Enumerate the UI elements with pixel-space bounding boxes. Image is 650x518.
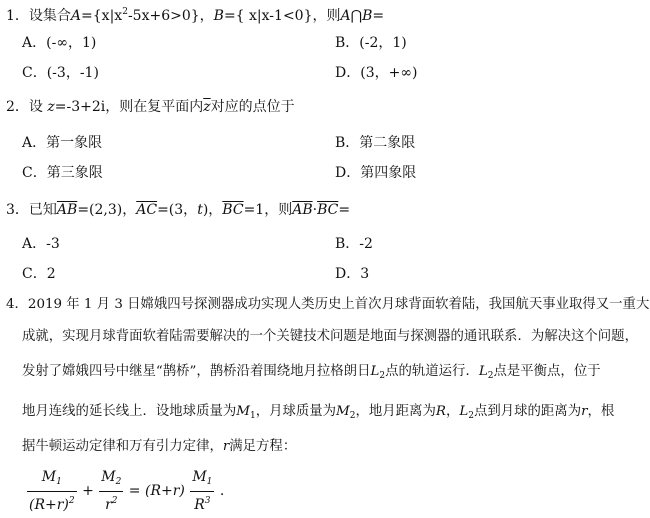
question-3-stem (6, 200, 350, 220)
set-b-def: ={ x|x-1<0}，则 (223, 8, 341, 24)
exponent: 2 (111, 496, 118, 506)
numerator (27, 468, 77, 492)
q3-option-a[interactable] (22, 234, 60, 254)
answer-set-a: A (340, 8, 351, 24)
denominator-text: R (194, 497, 205, 513)
q1-option-d[interactable] (335, 63, 417, 83)
question-2-stem (6, 97, 295, 117)
paragraph-text: 据牛顿运动定律和万有引力定律， (22, 439, 223, 454)
denominator-text: (R+r) (29, 497, 69, 513)
option-label: B． (335, 135, 360, 151)
numerator-m: M (101, 469, 116, 485)
q2-option-c[interactable] (22, 163, 103, 183)
variable-r: r (581, 404, 588, 419)
question-number: 2． (6, 99, 29, 115)
set-a-name: A (70, 8, 82, 24)
numerator (99, 468, 123, 492)
question-number: 3． (6, 202, 29, 218)
stem-text: 已知 (28, 202, 57, 218)
option-label: D． (335, 65, 361, 81)
variable-z: z (47, 99, 55, 115)
conjugate-z: $\overline{z}$ (203, 99, 211, 115)
variable-r-upper: R (435, 404, 446, 419)
option-text: (3，+∞) (360, 65, 418, 81)
option-label: C． (22, 266, 47, 282)
equation (26, 468, 646, 514)
question-4-line-5 (22, 437, 642, 457)
q3-option-d[interactable] (335, 264, 369, 284)
vector-value: =(2,3)， (77, 202, 137, 218)
q3-option-b[interactable] (335, 234, 373, 254)
set-a-rest: -5x+6>0}， (127, 8, 214, 24)
variable-l: L (478, 364, 488, 379)
question-number: 1． (6, 8, 29, 24)
paragraph-text: 点的轨道运行． (385, 364, 479, 379)
q2-option-b[interactable] (335, 133, 415, 153)
paragraph-text: ， (445, 404, 460, 419)
q1-option-b[interactable] (335, 33, 407, 53)
stem-text: 对应的点位于 (210, 99, 295, 115)
equals-sign: = (338, 202, 351, 218)
question-1-stem (6, 2, 384, 26)
option-label: A． (22, 236, 47, 252)
option-text: 3 (360, 266, 370, 282)
numerator-m: M (192, 469, 207, 485)
paragraph-text: ，根 (587, 404, 615, 419)
paragraph-text: 成就，实现月球背面软着陆需要解决的一个关键技术问题是地面与探测器的通讯联系．为解决这个问题， (22, 329, 638, 344)
variable-t: t (197, 202, 203, 218)
option-text: 2 (46, 266, 56, 282)
equals-sign: = (128, 483, 141, 499)
option-label: D． (335, 165, 361, 181)
option-text: -3 (46, 236, 60, 252)
plus-sign: + (82, 483, 94, 499)
option-label: C． (22, 165, 47, 181)
denominator (190, 492, 214, 514)
numerator-m: M (41, 469, 57, 485)
vector-bc: $\overline{BC}$ (222, 202, 244, 218)
variable-m1: M (236, 404, 250, 419)
option-text: 第三象限 (46, 165, 103, 181)
exponent: 2 (68, 496, 75, 506)
subscript: 2 (349, 411, 356, 421)
option-text: (-3，-1) (46, 65, 99, 81)
denominator-text: r (105, 497, 112, 513)
fraction-m2-over-r-sq (99, 468, 123, 514)
vector-ac: $\overline{AC}$ (136, 202, 158, 218)
vector-value: =(3， (157, 202, 198, 218)
paragraph-text: 点是平衡点，位于 (493, 364, 601, 379)
vector-value: )， (202, 202, 223, 218)
paragraph-text: 2019 年 1 月 3 日嫦娥四号探测器成功实现人类历史上首次月球背面软着陆，我国航天事业取得又一重大 (27, 297, 650, 312)
option-label: B． (335, 236, 360, 252)
q1-option-c[interactable] (22, 63, 99, 83)
vector-value: =1，则 (243, 202, 293, 218)
variable-l: L (459, 404, 469, 419)
subscript: 2 (487, 371, 494, 381)
vector-ab: $\overline{AB}$ (292, 202, 313, 218)
option-label: D． (335, 266, 361, 282)
option-text: -2 (359, 236, 373, 252)
question-4-line-4 (22, 402, 642, 426)
option-text: 第四象限 (360, 165, 417, 181)
denominator (99, 492, 123, 514)
numerator (190, 468, 214, 492)
subscript: 2 (468, 411, 474, 421)
exponent: 3 (204, 496, 211, 506)
fraction-m1-over-rplusr-sq (27, 468, 77, 514)
set-b-name: B (213, 8, 224, 24)
set-a-def: ={x|x (81, 8, 123, 24)
stem-text: =-3+2i，则在复平面内 (54, 99, 204, 115)
vector-bc: $\overline{BC}$ (317, 202, 339, 218)
variable-l: L (370, 364, 380, 379)
answer-set-b: B= (362, 8, 385, 24)
variable-r: r (222, 439, 230, 454)
q3-option-c[interactable] (22, 264, 56, 284)
option-label: A． (22, 135, 47, 151)
paragraph-text: ，月球质量为 (255, 404, 337, 419)
intersection-symbol: ⋂ (350, 8, 363, 24)
paragraph-text: 地月连线的延长线上．设地球质量为 (22, 404, 237, 419)
denominator (27, 492, 77, 514)
q1-option-a[interactable] (22, 33, 96, 53)
option-text: 第二象限 (359, 135, 416, 151)
question-4-line-2 (22, 327, 642, 347)
paragraph-text: 点到月球的距离为 (473, 404, 582, 419)
option-label: C． (22, 65, 47, 81)
subscript: 1 (249, 411, 256, 421)
option-text: (-∞，1) (46, 35, 97, 51)
period: . (219, 483, 225, 499)
q2-option-d[interactable] (335, 163, 416, 183)
option-label: B． (335, 35, 360, 51)
question-4-line-3 (22, 362, 642, 386)
vector-ab: $\overline{AB}$ (56, 202, 78, 218)
option-text: (-2，1) (359, 35, 407, 51)
q2-option-a[interactable] (22, 133, 102, 153)
option-label: A． (22, 35, 47, 51)
question-number: 4． (6, 297, 28, 312)
rhs-factor: (R+r) (144, 483, 185, 499)
paragraph-text: 发射了嫦娥四号中继星“鹊桥”，鹊桥沿着围绕地月拉格朗日 (22, 364, 371, 379)
exponent: 2 (122, 7, 128, 17)
option-text: 第一象限 (46, 135, 103, 151)
question-4-line-1 (6, 295, 649, 315)
stem-text: 设 (28, 99, 48, 115)
subscript: 2 (379, 371, 386, 381)
subscript: 1 (56, 477, 62, 487)
subscript: 1 (206, 477, 213, 487)
dot-operator: · (312, 202, 318, 218)
stem-text: 设集合 (28, 8, 71, 24)
variable-m2: M (336, 404, 350, 419)
fraction-m1-over-r-cubed (190, 468, 214, 514)
paragraph-text: 满足方程： (229, 439, 297, 454)
subscript: 2 (115, 477, 122, 487)
paragraph-text: ，地月距离为 (355, 404, 436, 419)
